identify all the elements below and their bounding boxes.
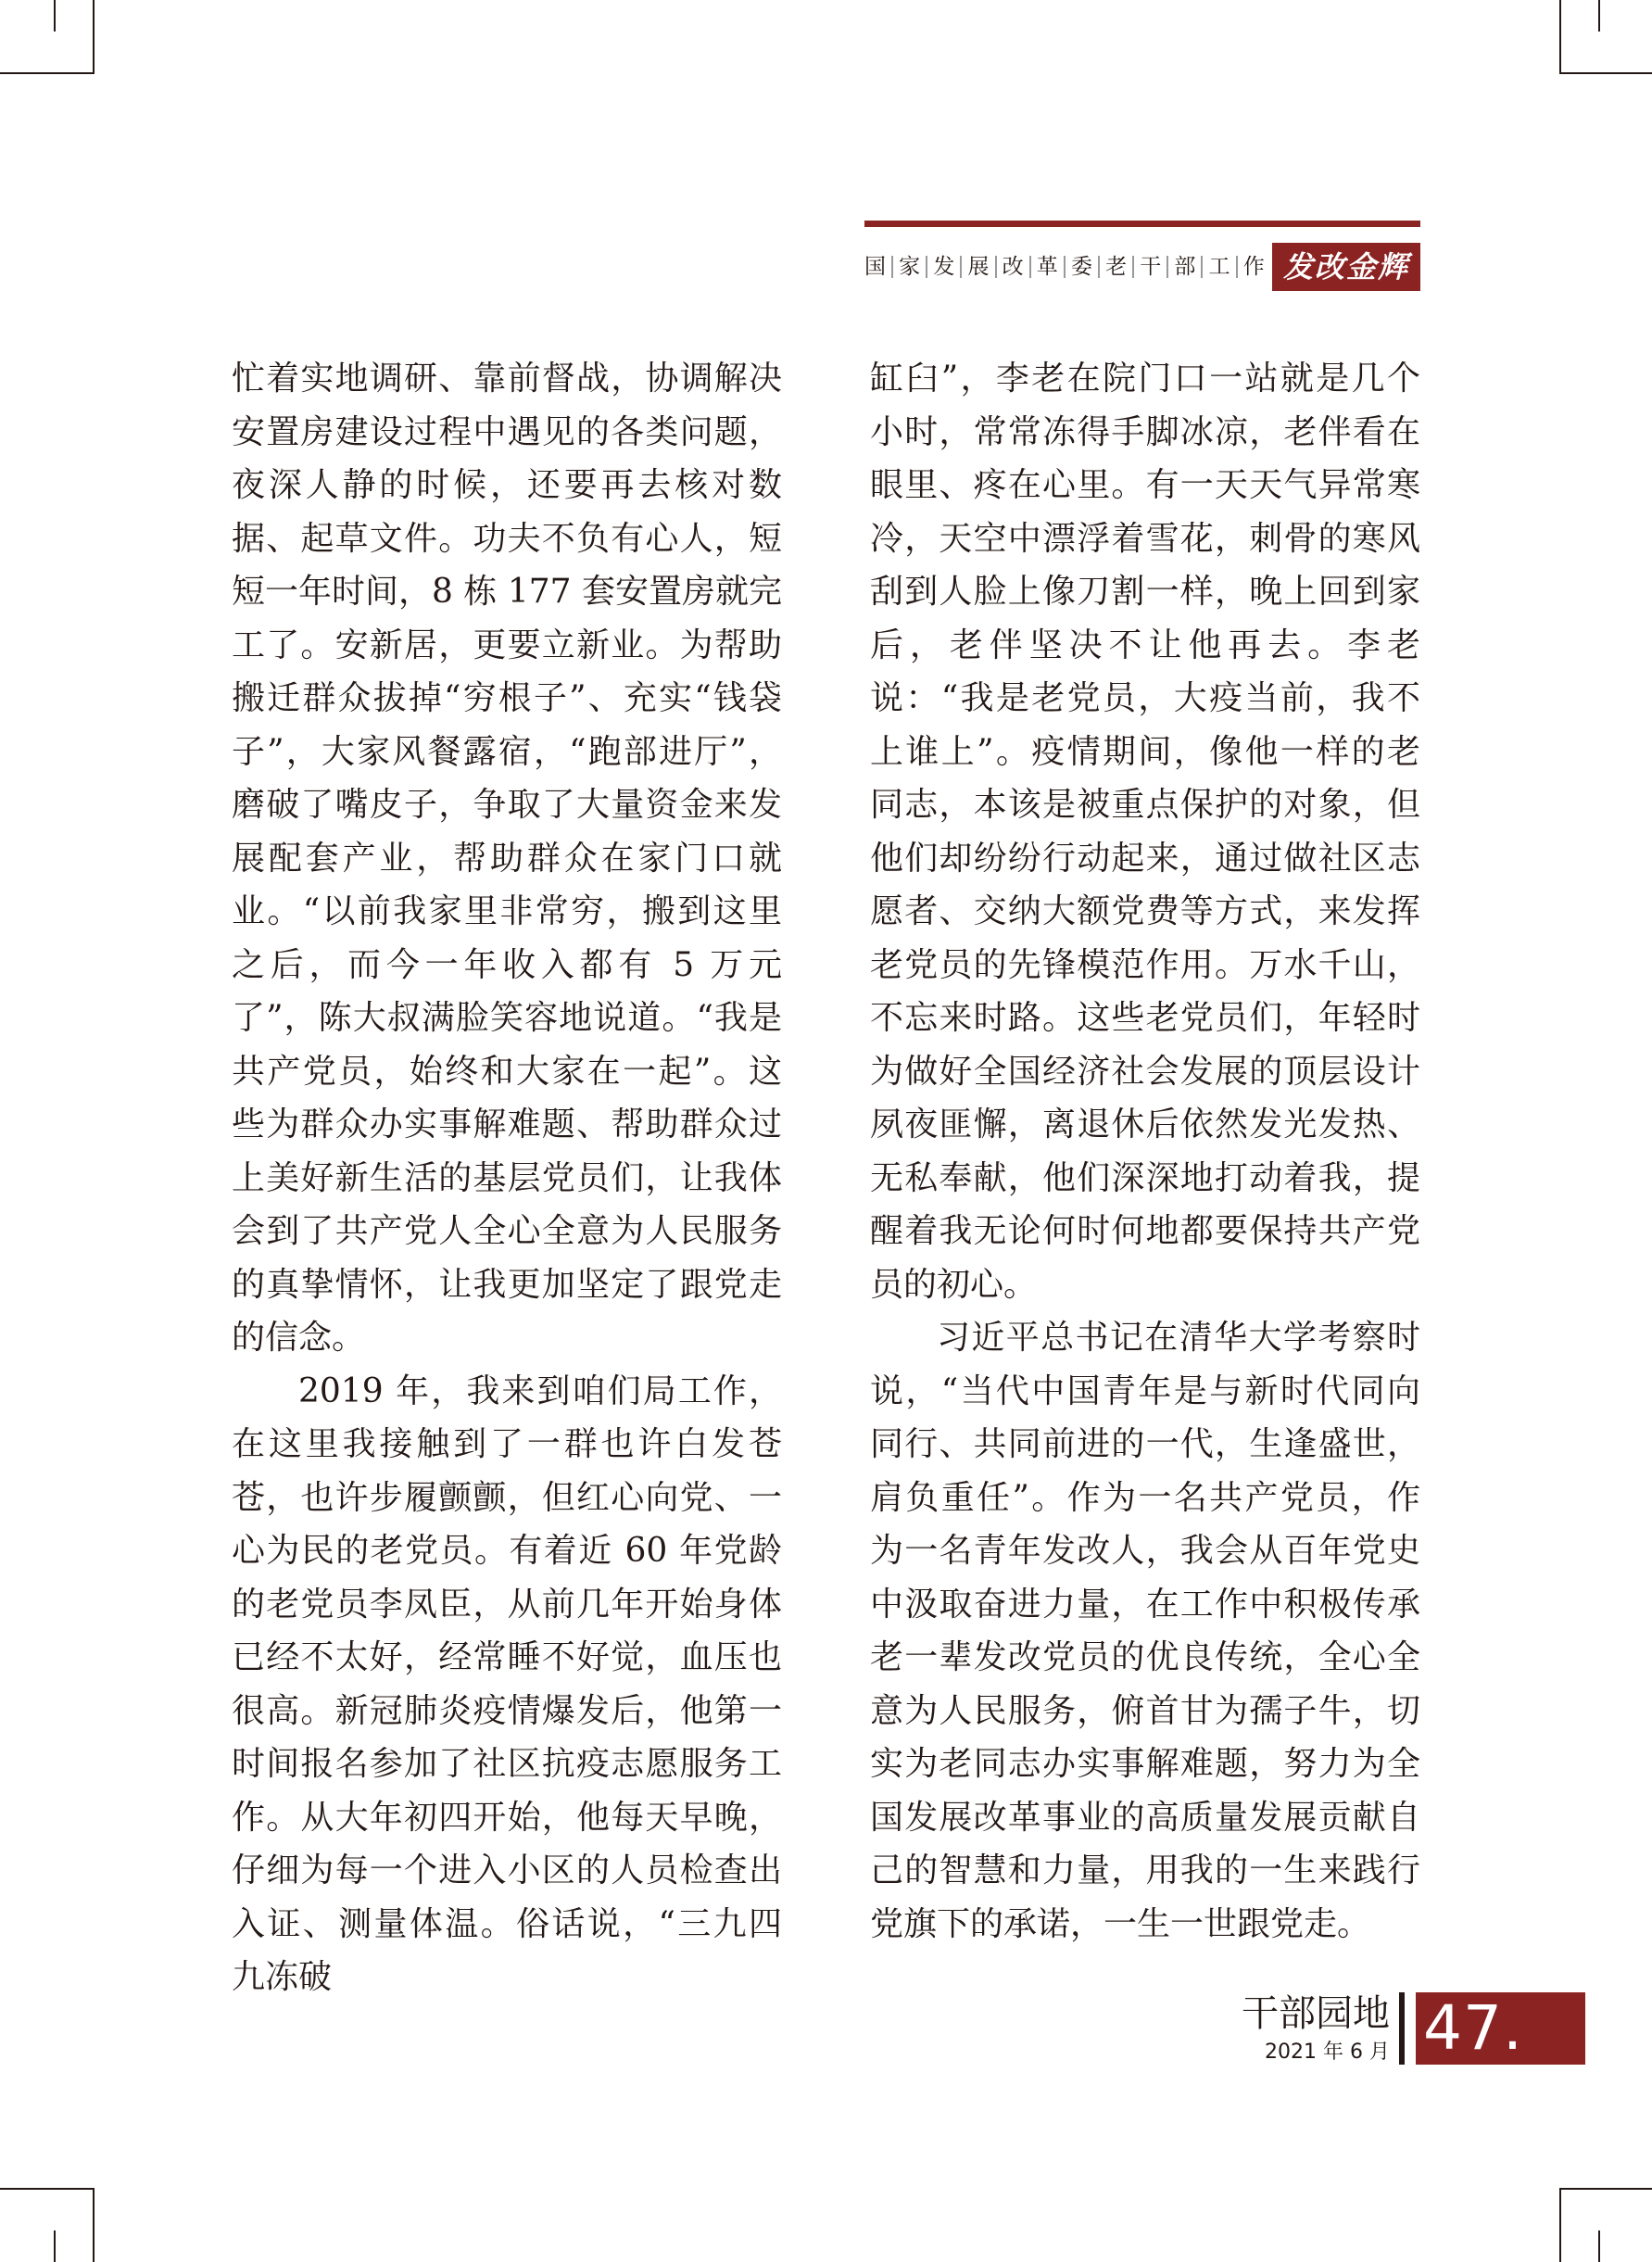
header-separator — [891, 256, 893, 278]
header-org-char: 发 — [933, 255, 955, 279]
header-separator — [1132, 256, 1134, 278]
header-org-char: 展 — [967, 255, 990, 279]
footer-issue-date: 2021 年 6 月 — [1265, 2041, 1390, 2064]
header-org-name — [864, 248, 1265, 285]
crop-mark-bottom-left-horizontal — [0, 2188, 93, 2190]
header-logo: 发改金辉 — [1272, 243, 1420, 291]
article-paragraph: 缸臼”，李老在院门口一站就是几个小时，常常冻得手脚冰凉，老伴看在眼里、疼在心里。有一天天气异常寒冷，天空中漂浮着雪花，刺骨的寒风刮到人脸上像刀割一样，晚上回到家后，老伴坚决不让他再去。李老说：“我是老党员，大疫当前，我不上谁上”。疫情期间，像他一样的老同志，本该是被重点保护的对象，但他们却纷纷行动起来，通过做社区志愿者、交纳大额党费等方式，来发挥老党员的先锋模范作用。万水千山，不忘来时路。这些老党员们，年轻时为做好全国经济社会发展的顶层设计夙夜匪懈，离退休后依然发光发热、无私奉献，他们深深地打动着我，提醒着我无论何时何地都要保持共产党员的初心。 — [870, 360, 1420, 1304]
crop-mark-bottom-left-vertical — [93, 2188, 95, 2262]
header-separator — [1166, 256, 1168, 278]
header-separator — [926, 256, 927, 278]
header-separator — [1236, 256, 1238, 278]
article-column-right — [870, 352, 1420, 1951]
header-org-char: 工 — [1208, 255, 1230, 279]
header-separator — [1098, 256, 1100, 278]
crop-mark-bottom-right-vertical-inner — [1598, 2230, 1600, 2262]
header-separator — [995, 256, 997, 278]
crop-mark-top-right-vertical — [1559, 0, 1561, 74]
header-org-char: 改 — [1002, 255, 1024, 279]
header-separator — [1201, 256, 1203, 278]
page-number: 47. — [1416, 1992, 1585, 2065]
header-org-char: 国 — [864, 255, 886, 279]
header-org-char: 部 — [1174, 255, 1196, 279]
crop-mark-bottom-right-vertical — [1559, 2188, 1561, 2262]
crop-mark-top-right-horizontal — [1559, 72, 1652, 74]
header-org-char: 委 — [1070, 255, 1092, 279]
article-paragraph: 2019 年，我来到咱们局工作，在这里我接触到了一群也许白发苍苍，也许步履颤颤，但红心向党、一心为民的老党员。有着近 60 年党龄的老党员李凤臣，从前几年开始身体已经不太好，经常睡不好觉，血压也很高。新冠肺炎疫情爆发后，他第一时间报名参加了社区抗疫志愿服务工作。从大年初四开始，他每天早晚，仔细为每一个进入小区的人员检查出入证、测量体温。俗话说，“三九四九冻破 — [232, 1371, 782, 1996]
crop-mark-top-right-vertical-inner — [1598, 0, 1600, 32]
crop-mark-bottom-left-vertical-inner — [54, 2230, 56, 2262]
header-org-char: 家 — [899, 255, 921, 279]
header-separator — [1064, 256, 1066, 278]
article-paragraph: 习近平总书记在清华大学考察时说，“当代中国青年是与新时代同向同行、共同前进的一代，生逢盛世，肩负重任”。作为一名共产党员，作为一名青年发改人，我会从百年党史中汲取奋进力量，在工作中积极传承老一辈发改党员的优良传统，全心全意为人民服务，俯首甘为孺子牛，切实为老同志办实事解难题，努力为全国发展改革事业的高质量发展贡献自己的智慧和力量，用我的一生来践行党旗下的承诺，一生一世跟党走。 — [870, 1319, 1420, 1943]
header-org-char: 革 — [1036, 255, 1058, 279]
article-column-left — [232, 352, 782, 2004]
header-separator — [960, 256, 962, 278]
header-separator — [1029, 256, 1031, 278]
header-org-char: 老 — [1105, 255, 1128, 279]
crop-mark-top-left-vertical — [93, 0, 95, 74]
header-org-char: 干 — [1140, 255, 1162, 279]
header-org-char: 作 — [1242, 255, 1265, 279]
footer-divider — [1399, 1992, 1405, 2065]
header-rule — [864, 221, 1420, 227]
crop-mark-top-left-vertical-inner — [54, 0, 56, 32]
article-paragraph: 忙着实地调研、靠前督战，协调解决安置房建设过程中遇见的各类问题，夜深人静的时候，还要再去核对数据、起草文件。功夫不负有心人，短短一年时间，8 栋 177 套安置房就完工了。安新居，更要立新业。为帮助搬迁群众拔掉“穷根子”、充实“钱袋子”，大家风餐露宿，“跑部进厅”，磨破了嘴皮子，争取了大量资金来发展配套产业，帮助群众在家门口就业。“以前我家里非常穷，搬到这里之后，而今一年收入都有 5 万元了”，陈大叔满脸笑容地说道。“我是共产党员，始终和大家在一起”。这些为群众办实事解难题、帮助群众过上美好新生活的基层党员们，让我体会到了共产党人全心全意为人民服务的真挚情怀，让我更加坚定了跟党走的信念。 — [232, 360, 782, 1357]
footer-section-title: 干部园地 — [1242, 1992, 1390, 2035]
crop-mark-top-left-horizontal — [0, 72, 93, 74]
running-header — [864, 243, 1420, 291]
crop-mark-bottom-right-horizontal — [1559, 2188, 1652, 2190]
